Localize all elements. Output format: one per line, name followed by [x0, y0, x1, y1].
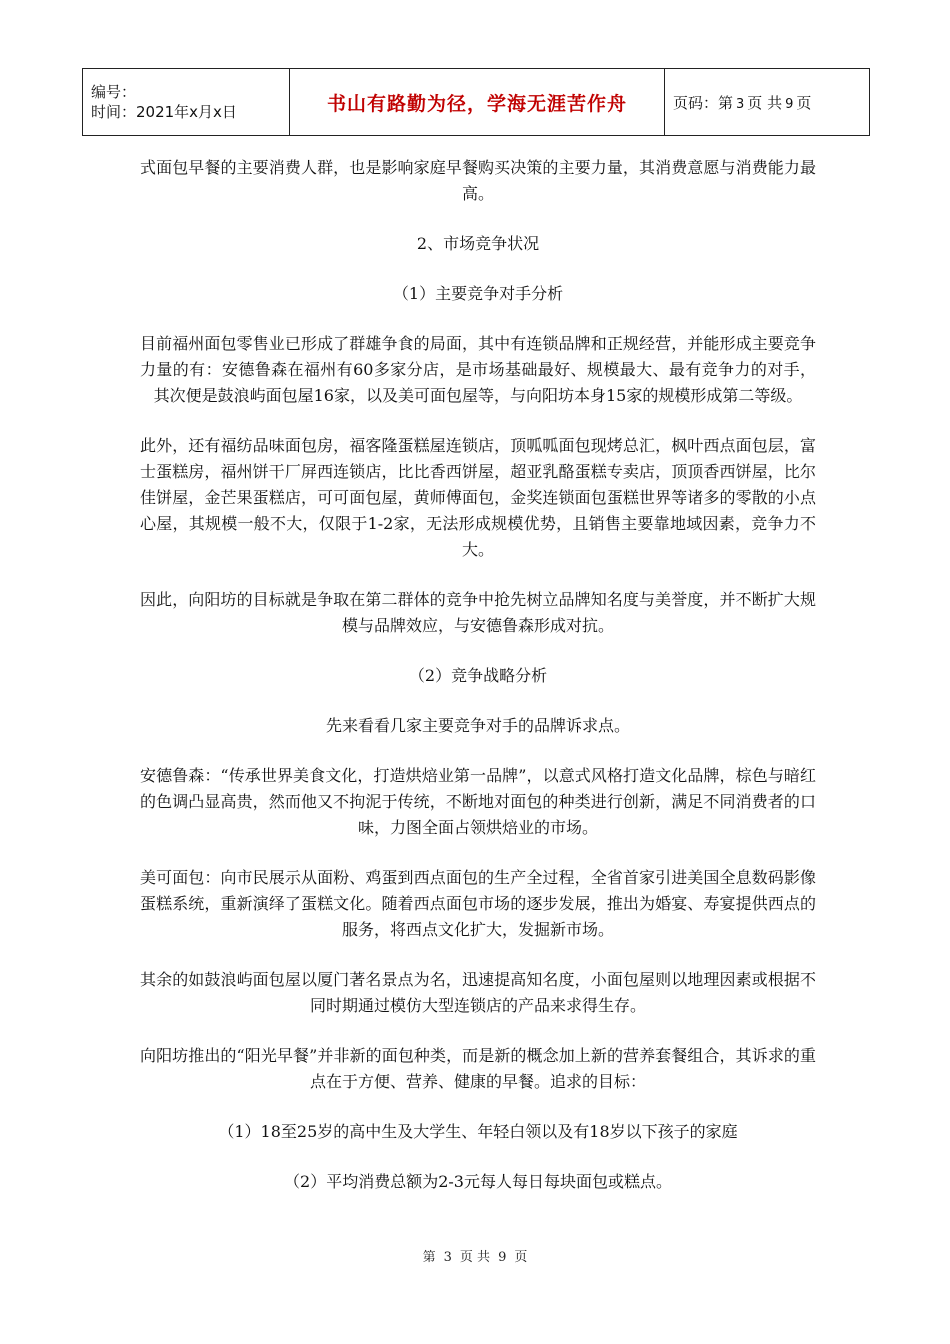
paragraph: 此外，还有福纺品味面包房，福客隆蛋糕屋连锁店，顶呱呱面包现烤总汇，枫叶西点面包层，富士蛋糕房，福州饼干厂屏西连锁店，比比香西饼屋，超亚乳酪蛋糕专卖店，顶顶香西饼屋，比尔佳饼屋，金芒果蛋糕店，可可面包屋，黄师傅面包，金奖连锁面包蛋糕世界等诸多的零散的小点心屋，其规模一般不大，仅限于1-2家，无法形成规模优势，且销售主要靠地域因素，竞争力不大。 [140, 436, 816, 559]
header-motto: 书山有路勤为径，学海无涯苦作舟 [290, 69, 665, 136]
header-meta [83, 69, 290, 136]
footer-total: 9 [498, 1250, 507, 1265]
footer-suffix: 页 [514, 1250, 528, 1265]
paragraph: 美可面包：向市民展示从面粉、鸡蛋到西点面包的生产全过程，全省首家引进美国全息数码影像蛋糕系统，重新演绎了蛋糕文化。随着西点面包市场的逐步发展，推出为婚宴、寿宴提供西点的服务，将西点文化扩大，发掘新市场。 [140, 868, 816, 939]
paragraph: 先来看看几家主要竞争对手的品牌诉求点。 [325, 716, 630, 735]
paragraph: 因此，向阳坊的目标就是争取在第二群体的竞争中抢先树立品牌知名度与美誉度，并不断扩大规模与品牌效应，与安德鲁森形成对抗。 [140, 590, 816, 635]
paragraph: 式面包早餐的主要消费人群，也是影响家庭早餐购买决策的主要力量，其消费意愿与消费能力最高。 [140, 158, 816, 203]
page-mid: 页 共 [747, 93, 783, 112]
page-suffix: 页 [796, 93, 812, 112]
footer-prefix: 第 [422, 1250, 436, 1265]
page-total: 9 [785, 96, 794, 112]
page-prefix: 页码：第 [673, 93, 734, 112]
subsection-heading: （1）主要竞争对手分析 [392, 284, 564, 303]
footer-mid: 页 共 [459, 1250, 491, 1265]
document-date: 时间：2021年x月x日 [91, 103, 237, 121]
section-heading: 2、市场竞争状况 [416, 234, 540, 253]
page-footer [0, 1246, 950, 1265]
header-page-number [665, 69, 870, 136]
paragraph: 目前福州面包零售业已形成了群雄争食的局面，其中有连锁品牌和正规经营，并能形成主要竞争力量的有：安德鲁森在福州有60多家分店，是市场基础最好、规模最大、最有竞争力的对手，其次便是鼓浪屿面包屋16家，以及美可面包屋等，与向阳坊本身15家的规模形成第二等级。 [140, 334, 816, 405]
document-body [140, 155, 816, 1219]
document-code-label: 编号： [91, 83, 137, 101]
page-current: 3 [736, 96, 745, 112]
paragraph: 安德鲁森：“传承世界美食文化，打造烘焙业第一品牌”，以意式风格打造文化品牌，棕色与暗红的色调凸显高贵，然而他又不拘泥于传统，不断地对面包的种类进行创新，满足不同消费者的口味，力图全面占领烘焙业的市场。 [140, 766, 816, 837]
paragraph: 其余的如鼓浪屿面包屋以厦门著名景点为名，迅速提高知名度，小面包屋则以地理因素或根据不同时期通过模仿大型连锁店的产品来求得生存。 [140, 970, 816, 1015]
list-item: （1）18至25岁的高中生及大学生、年轻白领以及有18岁以下孩子的家庭 [218, 1122, 738, 1141]
subsection-heading: （2）竞争战略分析 [408, 666, 548, 685]
footer-current: 3 [443, 1250, 452, 1265]
paragraph: 向阳坊推出的“阳光早餐”并非新的面包种类，而是新的概念加上新的营养套餐组合，其诉求的重点在于方便、营养、健康的早餐。追求的目标： [140, 1046, 816, 1091]
list-item: （2）平均消费总额为2-3元每人每日每块面包或糕点。 [284, 1172, 672, 1191]
page-header [82, 68, 870, 136]
